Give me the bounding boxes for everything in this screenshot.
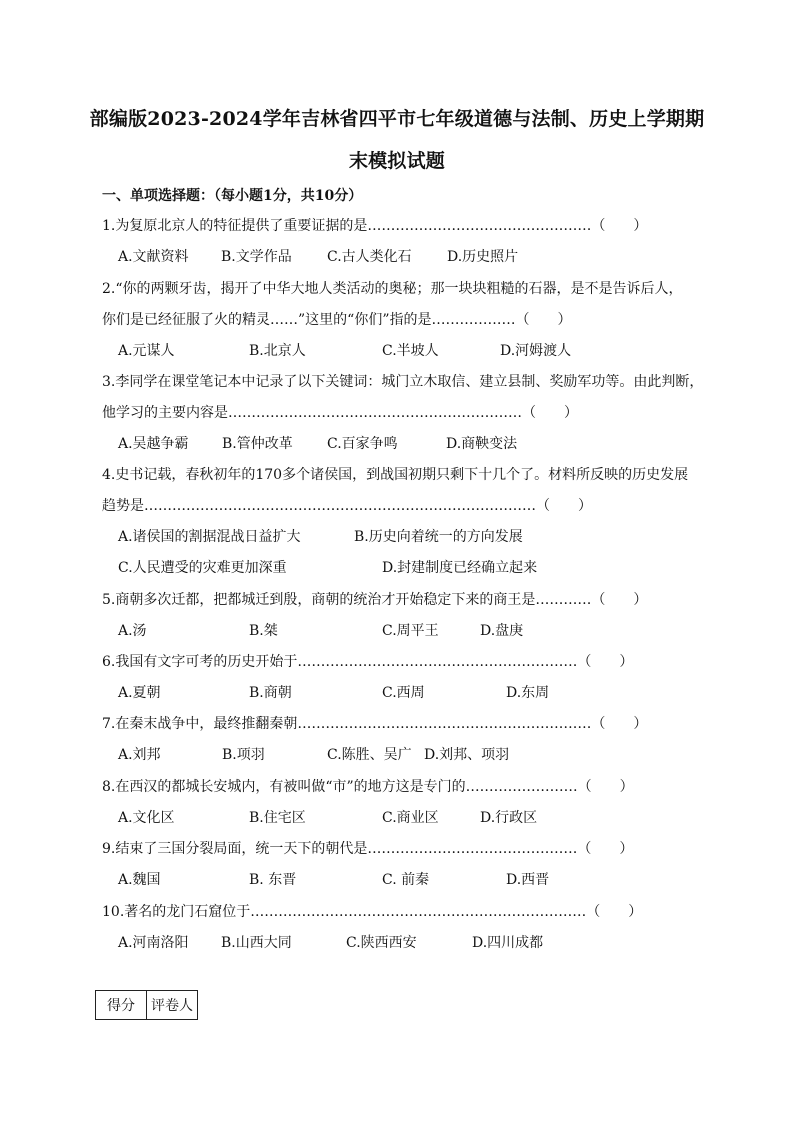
question-3: 3.李同学在课堂笔记本中记录了以下关键词：城门立木取信、建立县制、奖励军功等。由此判断， xyxy=(102,374,704,390)
question-10: 10.著名的龙门石窟位于………………………………………………………………（ ） xyxy=(102,904,643,920)
page-title: 部编版2023-2024学年吉林省四平市七年级道德与法制、历史上学期期 xyxy=(89,108,705,130)
q10-option-b: B.山西大同 xyxy=(221,935,292,951)
q6-option-a: A.夏朝 xyxy=(118,685,161,701)
q1-option-a: A.文献资料 xyxy=(118,249,189,265)
score-table xyxy=(95,990,198,1020)
q4-option-b: B.历史向着统一的方向发展 xyxy=(354,529,523,545)
q5-option-b: B.桀 xyxy=(249,623,278,639)
q8-option-a: A.文化区 xyxy=(118,810,175,826)
q9-option-b: B. 东晋 xyxy=(249,872,297,888)
question-1: 1.为复原北京人的特征提供了重要证据的是…………………………………………（ ） xyxy=(102,218,648,234)
section-heading: 一、单项选择题：（每小题1分，共10分） xyxy=(102,188,363,204)
question-4-line2: 趋势是…………………………………………………………………………（ ） xyxy=(102,498,592,514)
question-4: 4.史书记载，春秋初年的170多个诸侯国，到战国初期只剩下十几个了。材料所反映的历史发展 xyxy=(102,467,689,483)
q9-option-d: D.西晋 xyxy=(506,872,550,888)
q10-option-c: C.陕西西安 xyxy=(346,935,417,951)
grader-label: 评卷人 xyxy=(146,991,197,1019)
q8-option-b: B.住宅区 xyxy=(249,810,306,826)
q1-option-b: B.文学作品 xyxy=(221,249,292,265)
question-2-line2: 你们是已经征服了火的精灵……”这里的“你们”指的是………………（ ） xyxy=(102,312,572,328)
q6-option-b: B.商朝 xyxy=(249,685,292,701)
q3-option-b: B.管仲改革 xyxy=(222,436,293,452)
q4-option-c: C.人民遭受的灾难更加深重 xyxy=(118,560,287,576)
page-title-line2: 末模拟试题 xyxy=(348,150,445,172)
q4-option-d: D.封建制度已经确立起来 xyxy=(382,560,538,576)
question-5: 5.商朝多次迁都，把都城迁到殷，商朝的统治才开始稳定下来的商王是…………（ ） xyxy=(102,592,648,608)
question-3-line2: 他学习的主要内容是………………………………………………………（ ） xyxy=(102,405,578,421)
question-9: 9.结束了三国分裂局面，统一天下的朝代是………………………………………（ ） xyxy=(102,841,634,857)
q7-option-d: D.刘邦、项羽 xyxy=(424,747,510,763)
question-6: 6.我国有文字可考的历史开始于……………………………………………………（ ） xyxy=(102,654,634,670)
q5-option-a: A.汤 xyxy=(118,623,147,639)
q4-option-a: A.诸侯国的割据混战日益扩大 xyxy=(118,529,301,545)
question-8: 8.在西汉的都城长安城内，有被叫做“市”的地方这是专门的……………………（ ） xyxy=(102,779,634,795)
q5-option-c: C.周平王 xyxy=(382,623,439,639)
q7-option-c: C.陈胜、吴广 xyxy=(327,747,412,763)
question-7: 7.在秦末战争中，最终推翻秦朝………………………………………………………（ ） xyxy=(102,716,648,732)
q8-option-c: C.商业区 xyxy=(382,810,439,826)
q7-option-b: B.项羽 xyxy=(222,747,265,763)
q3-option-d: D.商鞅变法 xyxy=(446,436,518,452)
q1-option-d: D.历史照片 xyxy=(447,249,519,265)
q6-option-c: C.西周 xyxy=(382,685,425,701)
q10-option-d: D.四川成都 xyxy=(472,935,544,951)
q9-option-a: A.魏国 xyxy=(118,872,161,888)
score-label: 得分 xyxy=(107,998,135,1014)
q2-option-c: C.半坡人 xyxy=(382,343,439,359)
q2-option-d: D.河姆渡人 xyxy=(500,343,572,359)
q3-option-c: C.百家争鸣 xyxy=(327,436,398,452)
q2-option-a: A.元谋人 xyxy=(118,343,175,359)
q9-option-c: C. 前秦 xyxy=(382,872,430,888)
q6-option-d: D.东周 xyxy=(506,685,550,701)
q10-option-a: A.河南洛阳 xyxy=(118,935,189,951)
q1-option-c: C.古人类化石 xyxy=(327,249,412,265)
q8-option-d: D.行政区 xyxy=(480,810,538,826)
q2-option-b: B.北京人 xyxy=(249,343,306,359)
q7-option-a: A.刘邦 xyxy=(118,747,161,763)
question-2: 2.“你的两颗牙齿，揭开了中华大地人类活动的奥秘；那一块块粗糙的石器，是不是告诉后人， xyxy=(102,281,683,297)
q5-option-d: D.盘庚 xyxy=(480,623,524,639)
q3-option-a: A.吴越争霸 xyxy=(118,436,189,452)
